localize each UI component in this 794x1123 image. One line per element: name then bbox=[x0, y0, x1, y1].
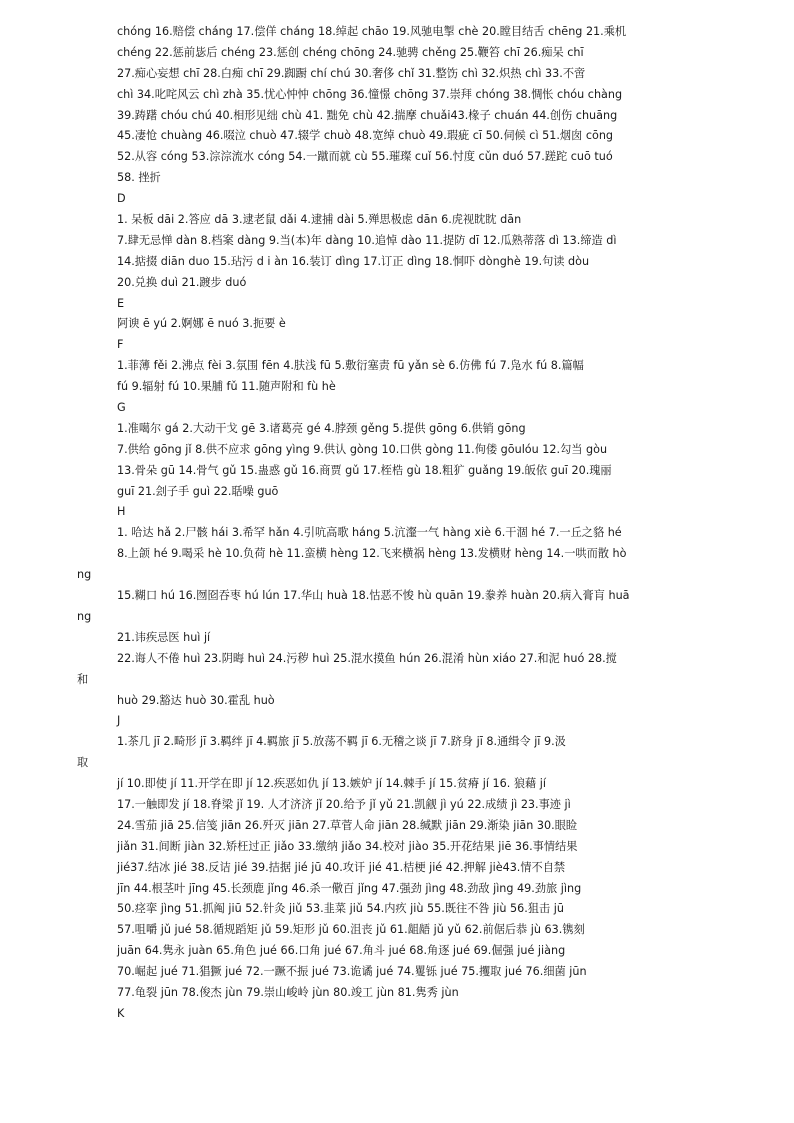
section-heading-h: H bbox=[117, 505, 126, 519]
text-line: 70.崛起 jué 71.猖獗 jué 72.一蹶不振 jué 73.诡谲 jué 74.矍铄 jué 75.攫取 jué 76.细菌 jūn bbox=[117, 965, 587, 979]
text-line: jīn 44.根茎叶 jīng 45.长颈鹿 jǐng 46.杀一儆百 jǐng 47.强劲 jìng 48.劲敌 jìng 49.劲旅 jìng bbox=[117, 881, 582, 895]
text-line: 1.茶几 jī 2.畸形 jī 3.羁绊 jī 4.羁旅 jī 5.放荡不羁 jī 6.无稽之谈 jī 7.跻身 jī 8.通缉令 jī 9.汲 bbox=[117, 735, 566, 749]
text-line: 13.骨朵 gū 14.骨气 gǔ 15.蛊惑 gǔ 16.商贾 gǔ 17.桎梏 gù 18.粗犷 guǎng 19.皈依 guī 20.瑰丽 bbox=[117, 463, 612, 477]
text-line: jí 10.即使 jí 11.开学在即 jí 12.疾恶如仇 jí 13.嫉妒 jí 14.棘手 jí 15.贫瘠 jí 16. 狼藉 jí bbox=[117, 777, 546, 791]
text-line: 17.一触即发 jí 18.脊梁 jǐ 19. 人才济济 jǐ 20.给予 jǐ yǔ 21.凯觎 jì yú 22.成绩 jì 23.事迹 jì bbox=[117, 797, 571, 811]
text-line: 20.兑换 duì 21.踱步 duó bbox=[117, 275, 247, 289]
wrapped-fragment: ng bbox=[77, 568, 92, 582]
text-line: 39.踌躇 chóu chú 40.相形见绌 chù 41. 黜免 chù 42.揣摩 chuǎi43.椽子 chuán 44.创伤 chuāng bbox=[117, 108, 618, 122]
text-line: 15.糊口 hú 16.囫囵吞枣 hú lún 17.华山 huà 18.怙恶不悛 hù quān 19.豢养 huàn 20.病入膏肓 huā bbox=[117, 589, 630, 603]
section-heading-e: E bbox=[117, 296, 125, 310]
text-line: jié37.结冰 jié 38.反诘 jié 39.拮据 jié jū 40.攻讦 jié 41.桔梗 jié 42.押解 jiè43.情不自禁 bbox=[117, 860, 566, 874]
text-line: 7.供给 gōng jǐ 8.供不应求 gōng yìng 9.供认 gòng 10.口供 gòng 11.佝偻 gōulóu 12.勾当 gòu bbox=[117, 442, 608, 456]
wrapped-fragment: 取 bbox=[77, 756, 89, 770]
text-line: 57.咀嚼 jǔ jué 58.循规蹈矩 jǔ 59.矩形 jǔ 60.沮丧 jǔ 61.龃龉 jǔ yǔ 62.前倨后恭 jù 63.镌刻 bbox=[117, 923, 585, 937]
text-line: huò 29.豁达 huò 30.霍乱 huò bbox=[117, 693, 275, 707]
text-line: 21.讳疾忌医 huì jí bbox=[117, 630, 211, 644]
text-line: chóng 16.赔偿 cháng 17.偿佯 cháng 18.绰起 chāo 19.风驰电掣 chè 20.瞠目结舌 chēng 21.乘机 bbox=[117, 25, 627, 38]
text-line: chì 34.叱咤风云 chì zhà 35.忧心忡忡 chōng 36.憧憬 chōng 37.崇拜 chóng 38.惆怅 chóu chàng bbox=[117, 87, 623, 101]
section-heading-k: K bbox=[117, 1006, 125, 1020]
section-heading-j: J bbox=[117, 714, 121, 728]
text-line: 45.凄怆 chuàng 46.啜泣 chuò 47.辍学 chuò 48.宽绰 chuò 49.瑕疵 cī 50.伺候 cì 51.烟囱 cōng bbox=[117, 129, 614, 143]
text-line: 1. 呆板 dāi 2.答应 dā 3.逮老鼠 dǎi 4.逮捕 dài 5.殚思极虑 dān 6.虎视眈眈 dān bbox=[117, 213, 522, 227]
text-line: chéng 22.惩前毖后 chéng 23.惩创 chéng chōng 24.驰骋 chěng 25.鞭笞 chī 26.痴呆 chī bbox=[117, 45, 584, 59]
text-line: 8.上颌 hé 9.喝采 hè 10.负荷 hè 11.蛮横 hèng 12.飞来横祸 hèng 13.发横财 hèng 14.一哄而散 hò bbox=[117, 547, 627, 561]
section-heading-g: G bbox=[117, 401, 126, 415]
text-line: 1.准噶尔 gá 2.大动干戈 gē 3.诸葛亮 gé 4.脖颈 gěng 5.提供 gōng 6.供销 gōng bbox=[117, 421, 526, 435]
text-line: 52.从容 cóng 53.淙淙流水 cóng 54.一蹴而就 cù 55.璀璨 cuǐ 56.忖度 cǔn duó 57.蹉跎 cuō tuó bbox=[117, 150, 613, 164]
text-line: 27.痴心妄想 chī 28.白痴 chī 29.踟蹰 chí chú 30.奢侈 chǐ 31.整饬 chì 32.炽热 chì 33.不啻 bbox=[117, 66, 586, 80]
section-heading-d: D bbox=[117, 192, 126, 206]
text-line: jiǎn 31.间断 jiàn 32.矫枉过正 jiǎo 33.缴纳 jiǎo 34.校对 jiào 35.开花结果 jiē 36.事情结果 bbox=[117, 839, 578, 853]
text-body bbox=[77, 22, 727, 1025]
text-line: 7.肆无忌惮 dàn 8.档案 dàng 9.当(本)年 dàng 10.追悼 dào 11.提防 dī 12.瓜熟蒂落 dì 13.缔造 dì bbox=[117, 233, 617, 247]
text-line: 24.雪茄 jiā 25.信笺 jiān 26.歼灭 jiān 27.草菅人命 jiān 28.缄默 jiān 29.渐染 jiān 30.眼睑 bbox=[117, 818, 578, 832]
text-line: 22.诲人不倦 huì 23.阴晦 huì 24.污秽 huì 25.混水摸鱼 hún 26.混淆 hùn xiáo 27.和泥 huó 28.搅 bbox=[117, 651, 617, 665]
text-line: guī 21.刽子手 guì 22.聒噪 guō bbox=[117, 484, 279, 498]
text-line: fú 9.辐射 fú 10.果脯 fǔ 11.随声附和 fù hè bbox=[117, 380, 336, 394]
section-heading-f: F bbox=[117, 338, 124, 352]
text-line: 58. 挫折 bbox=[117, 171, 161, 185]
wrapped-fragment: ng bbox=[77, 609, 92, 623]
text-line: 14.掂掇 diān duo 15.玷污 d i àn 16.装订 dìng 17.订正 dìng 18.恫吓 dònghè 19.句读 dòu bbox=[117, 254, 590, 268]
text-line: 50.痉挛 jìng 51.抓阄 jiū 52.针灸 jiǔ 53.韭菜 jiǔ 54.内疚 jiù 55.既往不咎 jiù 56.狙击 jū bbox=[117, 902, 564, 916]
wrapped-fragment: 和 bbox=[77, 672, 89, 686]
text-line: 77.龟裂 jūn 78.俊杰 jùn 79.崇山峻岭 jùn 80.竣工 jùn 81.隽秀 jùn bbox=[117, 985, 459, 999]
text-line: 1.菲薄 fěi 2.沸点 fèi 3.氛围 fēn 4.肤浅 fū 5.敷衍塞责 fū yǎn sè 6.仿佛 fú 7.凫水 fú 8.篇幅 bbox=[117, 359, 584, 373]
text-line: 阿谀 ē yú 2.婀娜 ē nuó 3.扼要 è bbox=[117, 317, 286, 331]
text-line: juān 64.隽永 juàn 65.角色 jué 66.口角 jué 67.角斗 jué 68.角逐 jué 69.倔强 jué jiàng bbox=[117, 944, 566, 958]
text-line: 1. 哈达 hǎ 2.尸骸 hái 3.希罕 hǎn 4.引吭高歌 háng 5.沆瀣一气 hàng xiè 6.干涸 hé 7.一丘之貉 hé bbox=[117, 526, 622, 540]
